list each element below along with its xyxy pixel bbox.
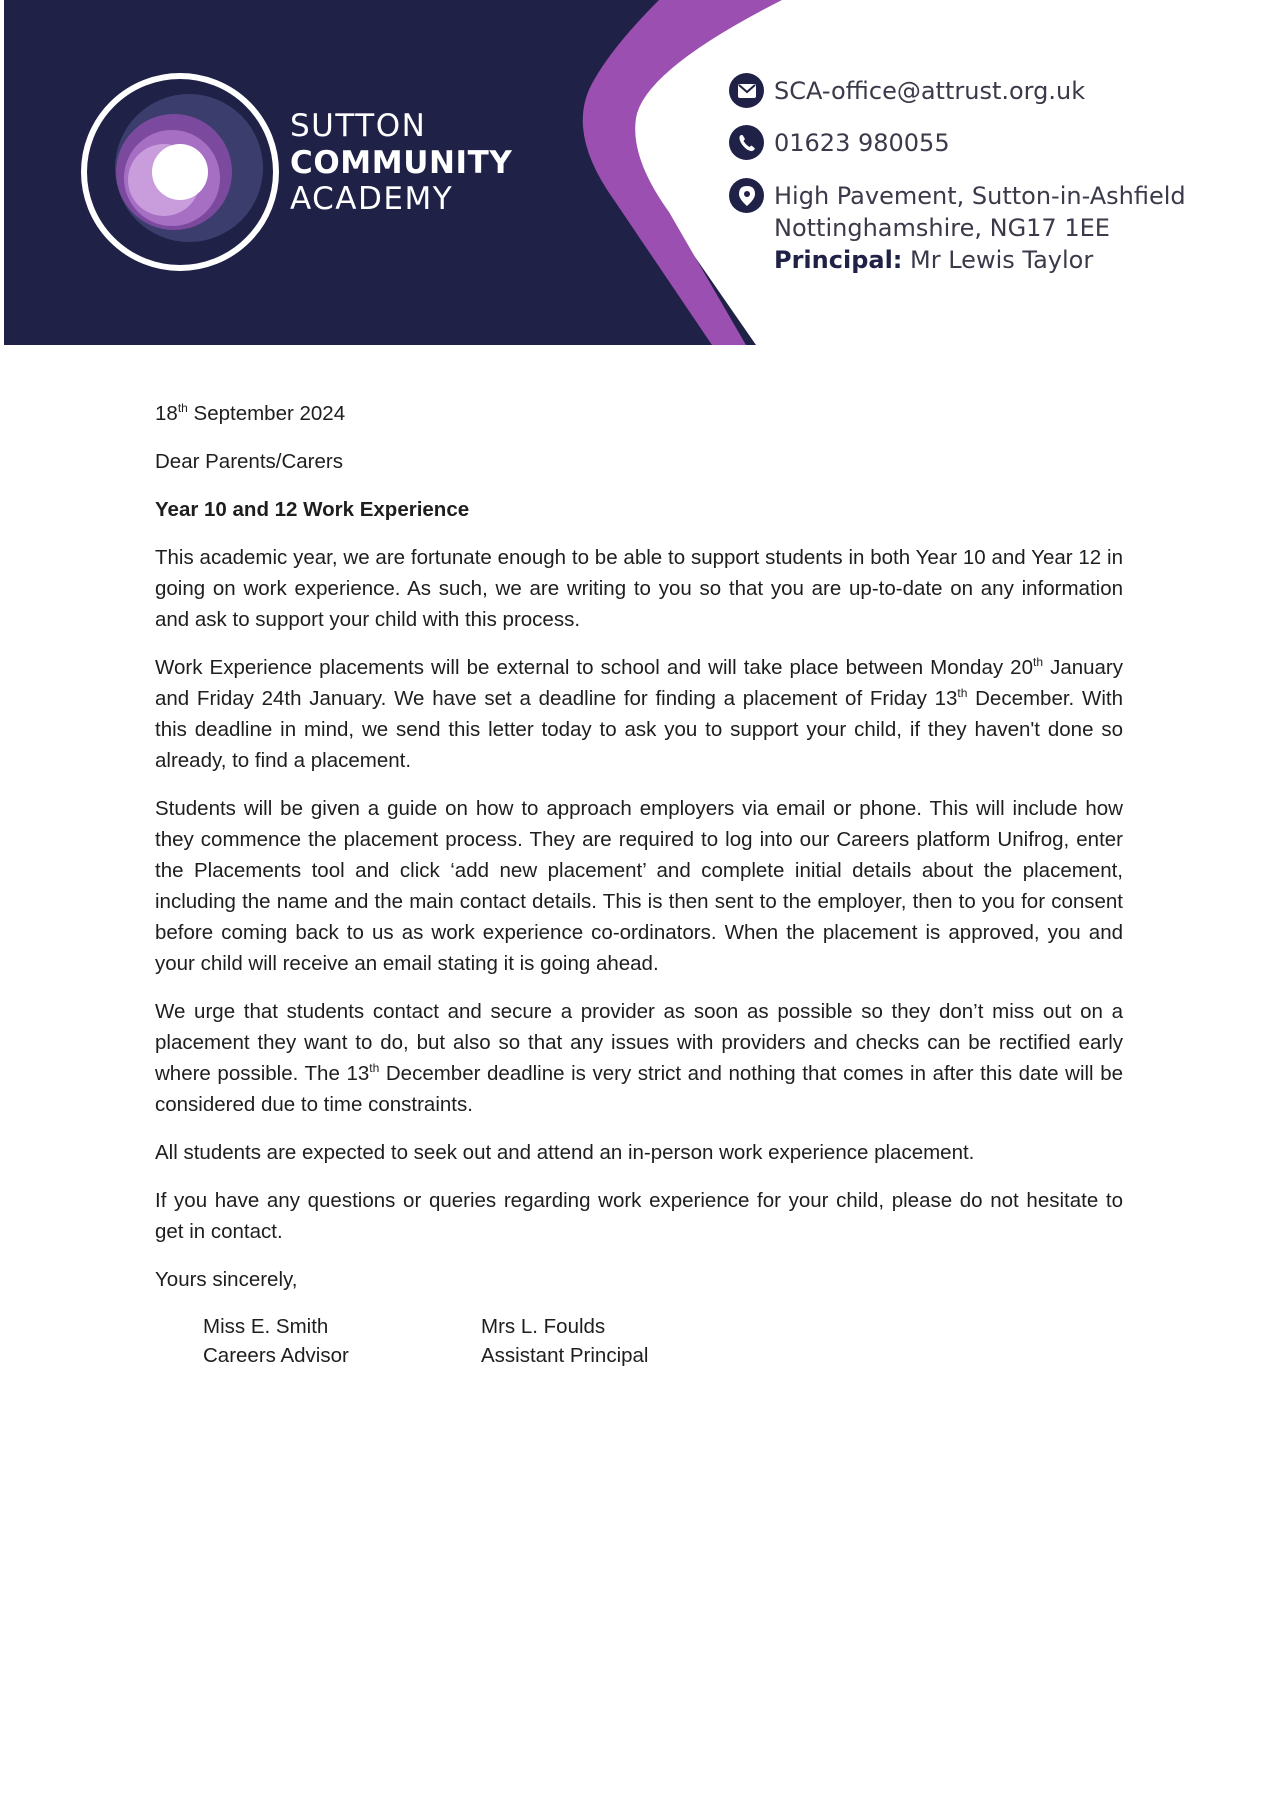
principal-name: Mr Lewis Taylor: [910, 246, 1094, 274]
signatory-1: [203, 1312, 349, 1370]
salutation: Dear Parents/Carers: [155, 450, 343, 473]
phone-text[interactable]: 01623 980055: [774, 129, 950, 157]
paragraph-deadline-part-b: December deadline is very strict and nothing that comes in after this date will be considered due to time constraints.: [155, 1062, 1123, 1116]
paragraph-intro: This academic year, we are fortunate enough to be able to support students in both Year 10 and Year 12 in going on work experience. As such, we are writing to you so that you are up-to-date on any information and ask to support your child with this process.: [155, 546, 1123, 631]
paragraph-dates: [155, 652, 1123, 776]
signatory-title: Careers Advisor: [203, 1344, 349, 1367]
date-day: 18: [155, 402, 178, 425]
signatory-name: Mrs L. Foulds: [481, 1315, 606, 1338]
principal-label: Principal:: [774, 246, 903, 274]
paragraph-dates-part-a: Work Experience placements will be external to school and will take place between Monday 20: [155, 656, 1033, 679]
paragraph-dates-part-b: January and Friday 24th January. We have set a deadline for finding a placement of Friday 13: [155, 656, 1123, 710]
contact-phone: [774, 127, 950, 159]
email-text[interactable]: SCA-office@attrust.org.uk: [774, 77, 1086, 105]
signatures: [155, 1312, 1123, 1382]
location-pin-icon: [729, 178, 764, 213]
paragraph-process: Students will be given a guide on how to approach employers via email or phone. This will include how they commence the placement process. They are required to log into our Careers platform Unifrog, enter the Placements tool and click ‘add new placement’ and complete initial details about the placement, including the name and the main contact details. This is then sent to the employer, then to you for consent before coming back to us as work experience co-ordinators. When the placement is approved, you and your child will receive an email stating it is going ahead.: [155, 797, 1123, 975]
letter-subject: Year 10 and 12 Work Experience: [155, 498, 470, 521]
date-suffix: th: [177, 401, 188, 415]
paragraph-dates-sup-a: th: [1032, 655, 1043, 669]
contact-address: [774, 180, 1186, 276]
signatory-title: Assistant Principal: [481, 1344, 649, 1367]
school-name-line2: COMMUNITY: [290, 144, 513, 181]
signatory-2: [481, 1312, 648, 1370]
phone-icon: [729, 125, 764, 160]
letterhead-background: [4, 0, 1273, 345]
contact-email: [774, 75, 1085, 107]
school-name-line3: ACADEMY: [290, 181, 454, 218]
signatory-name: Miss E. Smith: [203, 1315, 329, 1338]
paragraph-dates-part-c: December. With this deadline in mind, we send this letter today to ask you to support your child, if they haven't done so already, to find a placement.: [155, 687, 1123, 772]
paragraph-deadline-sup: th: [369, 1061, 380, 1075]
closing: Yours sincerely,: [155, 1268, 298, 1291]
paragraph-deadline-part-a: We urge that students contact and secure a provider as soon as possible so they don’t miss out on a placement they want to do, but also so that any issues with providers and checks can be rectified early where possible. The 13: [155, 1000, 1123, 1085]
letter-date: [155, 398, 1123, 429]
paragraph-dates-sup-b: th: [957, 686, 968, 700]
school-name-line1: SUTTON: [290, 108, 427, 144]
address-line2: Nottinghamshire, NG17 1EE: [774, 214, 1110, 242]
paragraph-questions: If you have any questions or queries regarding work experience for your child, please do not hesitate to get in contact.: [155, 1189, 1123, 1243]
address-line1: High Pavement, Sutton-in-Ashfield: [774, 182, 1186, 210]
school-name: [290, 108, 512, 218]
envelope-icon: [729, 73, 764, 108]
date-rest: September 2024: [187, 402, 346, 425]
letterhead: [4, 0, 1273, 345]
paragraph-expectation: All students are expected to seek out and attend an in-person work experience placement.: [155, 1141, 975, 1164]
letter-body: [155, 398, 1123, 1382]
principal-line: [774, 244, 1186, 276]
paragraph-deadline: [155, 996, 1123, 1120]
